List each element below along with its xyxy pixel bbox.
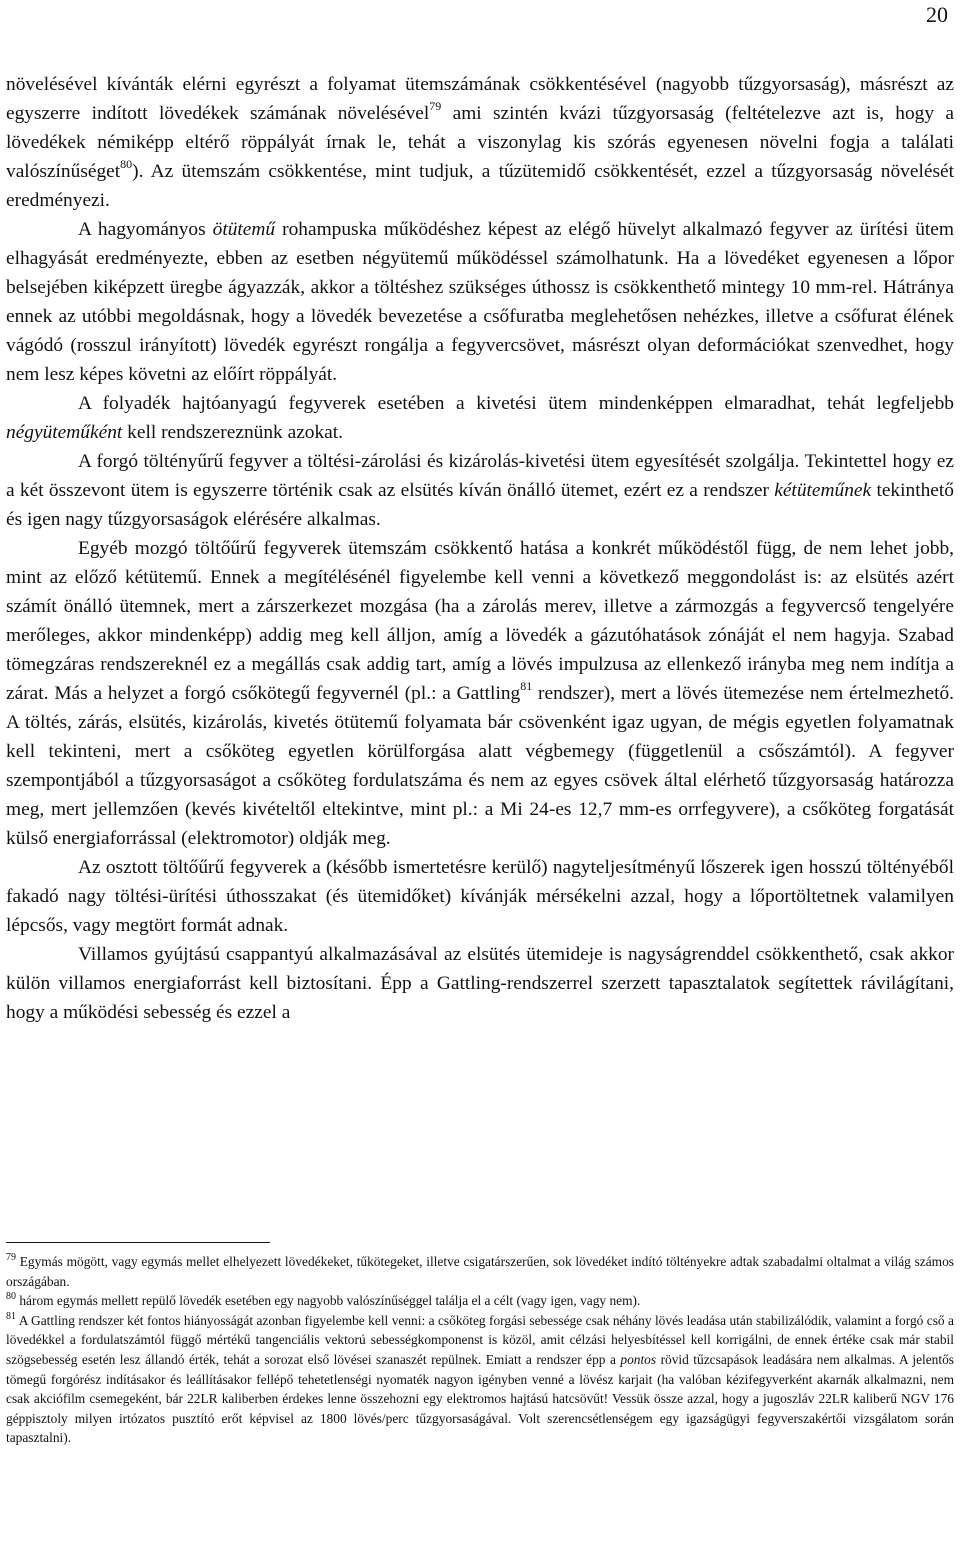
footnote-81: [6, 1311, 954, 1448]
paragraph-4: [6, 447, 954, 534]
footnote-81-text-b: rövid tűzcsapások leadására nem alkalmas. A jelentős tömegű forgórész indításakor és leállításakor fellépő tehetetlenségi nyomaték nagyon igényben venné a lövész karjait (ha valóban kézifegyverként akarnák alkalmazni, nem csak akciófilm csemegeként, bár 22LR kaliberben érdekes lenne összehozni egy elektromos hajtású hatcsövűt! Vessük össze azzal, hogy a jugoszláv 22LR kaliberű NGV 176 géppisztoly milyen irtózatos pusztító erőt képvisel az 1800 lövés/perc tűzgyorsaságával. Volt szerencsétlenségem egy igazságügyi fegyverszakértői vizsgálatom során tapasztalni).: [6, 1351, 954, 1446]
page-number: 20: [926, 2, 948, 27]
paragraph-1-text-c: ). Az ütemszám csökkentése, mint tudjuk, a tűzütemidő csökkentését, ezzel a tűzgyorsaság növelését eredményezi.: [6, 161, 954, 211]
footnote-79-mark: 79: [6, 1252, 16, 1263]
footnote-80: [6, 1291, 954, 1311]
paragraph-2-emphasis: ötütemű: [212, 219, 276, 240]
footnote-ref-79: 79: [429, 99, 442, 113]
footnote-79-text: Egymás mögött, vagy egymás mellet elhelyezett lövedékeket, tűkötegeket, illetve csigatárszerűen, sok lövedéket indító töltényekre adtak szabadalmi oltalmat a világ számos országában.: [6, 1254, 954, 1289]
paragraph-4-emphasis: kétüteműnek: [774, 480, 872, 501]
main-text: [6, 70, 954, 1027]
footnote-81-mark: 81: [6, 1310, 16, 1322]
footnote-separator: [6, 1242, 270, 1243]
paragraph-5: [6, 534, 954, 853]
paragraph-3-emphasis: négyüteműként: [6, 422, 123, 443]
paragraph-5-text-a: Egyéb mozgó töltőűrű fegyverek ütemszám csökkentő hatása a konkrét működéstől függ, de nem lehet jobb, mint az előző kétütemű. Ennek a megítélésénél figyelembe kell venni a következő meggondolást is: az elsütés azért számít önálló ütemnek, mert a zárszerkezet mozgása (ha a zárolás merev, illetve a zármozgás a fegyvercső tengelyére merőleges, akkor mindenképp) addig meg kell álljon, amíg a lövedék a gázutóhatások zónáját el nem hagyja. Szabad tömegzáras rendszereknél ez a megállás csak addig tart, amíg a lövés impulzusa az ellenkező irányba meg nem indítja a zárat. Más a helyzet a forgó csőkötegű fegyvernél (pl.: a Gattling: [6, 538, 954, 704]
paragraph-2-text-b: rohampuska működéshez képest az elégő hüvelyt alkalmazó fegyver az ürítési ütem elhagyását eredményezte, ebben az esetben négyütemű működéssel számolhatunk. Ha a lövedéket egyenesen a lőpor belsejében kiképzett üregbe ágyazzák, akkor a töltéshez szükséges úthossz is csökkenthető mintegy 10 mm-rel. Hátránya ennek az utóbbi megoldásnak, hogy a lövedék bevezetése a csőfuratba meglehetősen nehézkes, illetve a csőfurat élének vágódó (rosszul irányított) lövedék egyrészt rongálja a fegyvercsövet, másrészt olyan deformációkat szenvedhet, hogy nem lesz képes követni az előírt röppályát.: [6, 219, 954, 385]
paragraph-7: Villamos gyújtású csappantyú alkalmazásával az elsütés ütemideje is nagyságrenddel csökkenthető, csak akkor külön villamos energiaforrást kell biztosítani. Épp a Gattling-rendszerrel szerzett tapasztalatok segítettek rávilágítani, hogy a működési sebesség és ezzel a: [6, 944, 954, 1023]
footnote-80-mark: 80: [6, 1291, 16, 1303]
paragraph-1: [6, 70, 954, 215]
paragraph-1-text-a: növelésével kívánták elérni egyrészt a folyamat ütemszámának csökkentésével (nagyobb tűzgyorsaság), másrészt az egyszerre indított lövedékek számának növelésével: [6, 74, 954, 124]
footnote-79: [6, 1252, 954, 1291]
footnote-80-text: három egymás mellett repülő lövedék esetében egy nagyobb valószínűséggel találja el a célt (vagy igen, vagy nem).: [16, 1293, 641, 1309]
paragraph-2: [6, 215, 954, 389]
paragraph-4-text-a: A forgó töltényűrű fegyver a töltési-zárolási és kizárolás-kivetési ütem egyesítését szolgálja. Tekintettel hogy ez a két összevont ütem is egyszerre történik csak az elsütés kíván önálló ütemet, ezért ez a rendszer: [6, 451, 954, 501]
paragraph-3: [6, 389, 954, 447]
paragraph-4-text-b: tekinthető és igen nagy tűzgyorsaságok elérésére alkalmas.: [6, 480, 954, 530]
paragraph-1-text-b: ami szintén kvázi tűzgyorsaság (feltételezve azt is, hogy a lövedékek némiképp eltérő röppályát írnak le, tehát a viszonylag kis szórás egyenesen növelni fogja a találati valószínűséget: [6, 103, 954, 182]
footnote-81-emphasis: pontos: [620, 1351, 657, 1367]
footnote-ref-80: 80: [120, 157, 133, 171]
paragraph-5-text-b: rendszer), mert a lövés ütemezése nem értelmezhető. A töltés, zárás, elsütés, kizárolás, kivetés ötütemű folyamata bár csövenként igaz ugyan, de mégis egyetlen folyamatnak kell tekinteni, mert a csőköteg egyetlen körülforgása alatt végbemegy (függetlenül a csőszámtól). A fegyver szempontjából a tűzgyorsaságot a csőköteg fordulatszáma és nem az egyes csövek által elérhető tűzgyorsaság határozza meg, mert jellemzően (kevés kivételtől eltekintve, mint pl.: a Mi 24-es 12,7 mm-es orrfegyvere), a csőköteg forgatását külső energiaforrással (elektromotor) oldják meg.: [6, 683, 954, 849]
footnotes: [6, 1252, 954, 1448]
footnote-ref-81: 81: [520, 679, 533, 693]
paragraph-2-text-a: A hagyományos: [78, 219, 213, 240]
footnote-81-text-a: A Gattling rendszer két fontos hiányosságát azonban figyelembe kell venni: a csőköteg forgási sebessége csak néhány lövés leadása után stabilizálódik, valamint a forgó cső a lövedékkel a fordulatszámtól függő mértékű tangenciális vektorú sebességkomponenst is közöl, amit célzási helyesbítéssel kell korrigálni, de ennek értéke csak már stabil szögsebesség esetén lesz állandó érték, tehát a sorozat első lövései szanaszét repülnek. Emiatt a rendszer épp a: [6, 1312, 954, 1367]
paragraph-3-text-a: A folyadék hajtóanyagú fegyverek esetében a kivetési ütem mindenképpen elmaradhat, tehát legfeljebb: [78, 393, 954, 414]
paragraph-3-text-b: kell rendszereznünk azokat.: [122, 422, 344, 443]
paragraph-6: Az osztott töltőűrű fegyverek a (később ismertetésre kerülő) nagyteljesítményű lőszerek igen hosszú töltényéből fakadó nagy töltési-ürítési úthosszakat (és ütemidőket) kívánják mérsékelni azzal, hogy a lőportöltetnek valamilyen lépcsős, vagy megtört formát adnak.: [6, 857, 954, 936]
